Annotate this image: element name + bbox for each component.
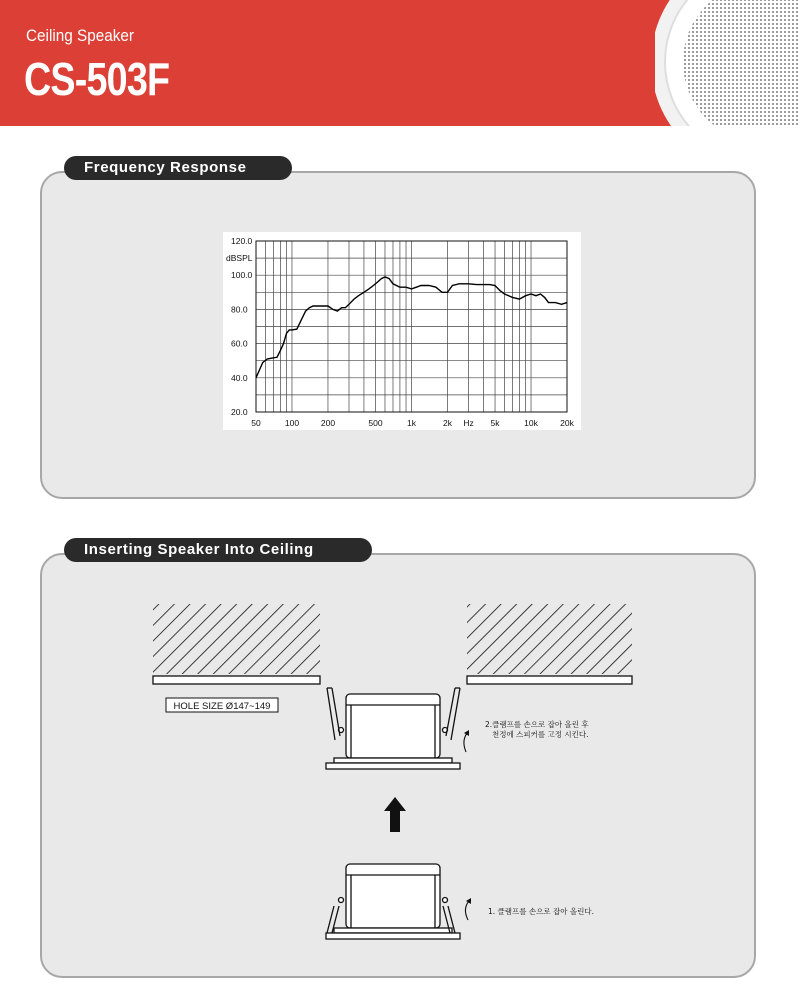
up-arrow-icon — [384, 797, 406, 832]
installation-title: Inserting Speaker Into Ceiling — [64, 538, 372, 562]
product-category: Ceiling Speaker — [26, 26, 135, 45]
step2-line1: 2.클램프를 손으로 잡아 올린 후 — [485, 720, 589, 729]
x-tick-label: 2k — [442, 418, 452, 428]
y-tick-label: 80.0 — [231, 304, 248, 315]
model-number: CS-503F — [24, 53, 170, 105]
x-tick-label: 1k — [407, 418, 416, 428]
y-tick-label: 20.0 — [231, 407, 248, 417]
ceiling-board-left — [153, 676, 320, 684]
x-unit-label: Hz — [463, 418, 474, 428]
y-tick-label: 60.0 — [231, 338, 248, 349]
ceiling-right — [467, 604, 632, 674]
ceiling-left — [153, 604, 320, 674]
y-axis-label: dBSPL — [226, 253, 253, 264]
clamp-lift-arrow-head-icon — [466, 898, 471, 904]
ceiling-board-right — [467, 676, 632, 684]
x-tick-label: 50 — [251, 418, 261, 428]
x-tick-label: 200 — [320, 418, 336, 428]
x-tick-label: 5k — [490, 418, 500, 428]
step1-text: 1. 클램프를 손으로 잡아 올린다. — [488, 907, 595, 916]
frequency-response-title: Frequency Response — [64, 156, 292, 180]
step2-line2: 천정에 스피커를 고정 시킨다. — [492, 730, 589, 739]
y-tick-label: 100.0 — [231, 270, 253, 281]
clamp-lift-arrow-icon — [465, 900, 470, 920]
y-tick-label: 40.0 — [231, 372, 248, 383]
x-tick-label: 10k — [524, 418, 538, 428]
speaker-installed — [326, 688, 460, 769]
x-tick-label: 500 — [368, 418, 383, 428]
x-tick-label: 20k — [560, 418, 574, 428]
speaker-before-install — [326, 864, 460, 939]
y-tick-label: 120.0 — [231, 236, 253, 246]
hole-size-label: HOLE SIZE Ø147~149 — [173, 701, 271, 712]
x-tick-label: 100 — [284, 418, 300, 428]
clamp-arrow-head-icon — [464, 730, 469, 736]
